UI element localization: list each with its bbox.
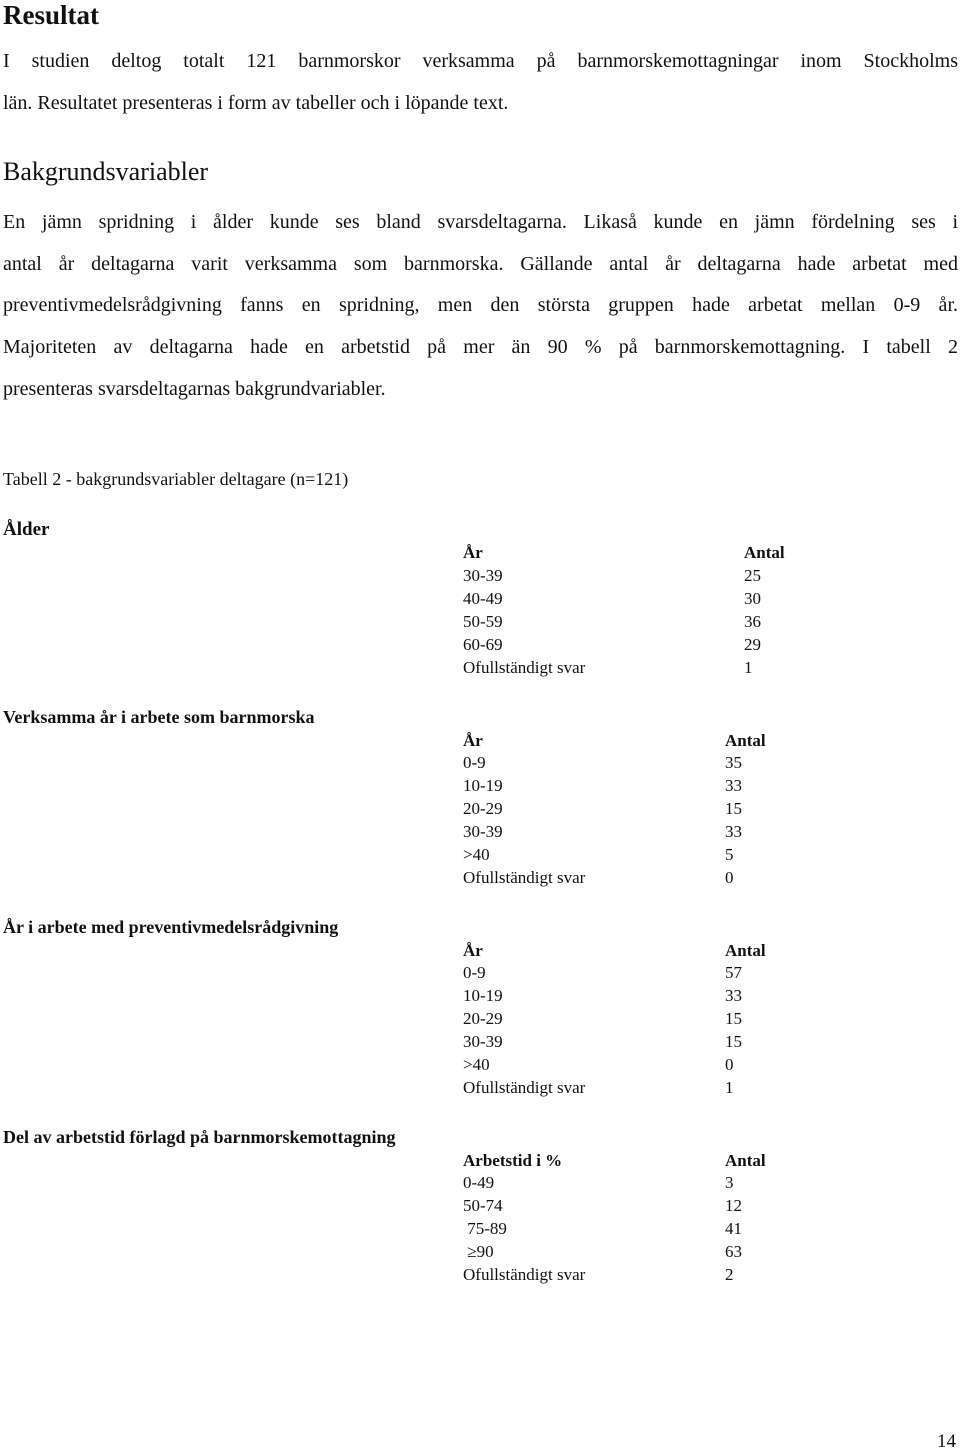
section-title-worktime: Del av arbetstid förlagd på barnmorskemottagning	[3, 1127, 396, 1147]
row-value: 12	[725, 1196, 742, 1215]
body-line-1: En jämn spridning i ålder kunde ses bland svarsdeltagarna. Likaså kunde en jämn fördelning ses i	[3, 211, 958, 233]
body-line-5: presenteras svarsdeltagarnas bakgrundvariabler.	[3, 378, 386, 400]
row-value: 5	[725, 845, 734, 864]
body-line-4: Majoriteten av deltagarna hade en arbetstid på mer än 90 % på barnmorskemottagning. I tabell 2	[3, 336, 958, 358]
row-value: 0	[725, 1055, 734, 1074]
row-value: 36	[744, 612, 761, 631]
col-header-count: Antal	[725, 941, 766, 960]
row-label: 50-59	[463, 612, 503, 631]
row-value: 1	[744, 658, 753, 677]
row-label: Ofullständigt svar	[463, 1078, 586, 1097]
row-label: >40	[463, 845, 490, 864]
row-label: 0-9	[463, 753, 486, 772]
row-value: 33	[725, 822, 742, 841]
section-heading: Bakgrundsvariabler	[3, 157, 209, 186]
row-value: 33	[725, 776, 742, 795]
row-value: 3	[725, 1173, 734, 1192]
row-value: 63	[725, 1242, 742, 1261]
body-line-3: preventivmedelsrådgivning fanns en spridning, men den största gruppen hade arbetat mellan 0-9 år.	[3, 294, 958, 316]
col-header-count: Antal	[725, 731, 766, 750]
row-label: 30-39	[463, 566, 503, 585]
row-label: 30-39	[463, 1032, 503, 1051]
row-value: 25	[744, 566, 761, 585]
row-value: 30	[744, 589, 761, 608]
row-label: 60-69	[463, 635, 503, 654]
col-header-year: År	[463, 941, 483, 960]
row-value: 15	[725, 1032, 742, 1051]
row-label: 10-19	[463, 776, 503, 795]
row-label: >40	[463, 1055, 490, 1074]
row-value: 57	[725, 963, 742, 982]
row-label: 40-49	[463, 589, 503, 608]
row-label: 10-19	[463, 986, 503, 1005]
row-label: 0-49	[463, 1173, 495, 1192]
col-header-count: Antal	[744, 543, 785, 562]
table-caption: Tabell 2 - bakgrundsvariabler deltagare (n=121)	[3, 469, 349, 489]
row-label: Ofullständigt svar	[463, 868, 586, 887]
row-label: ≥90	[463, 1242, 494, 1261]
row-value: 2	[725, 1265, 734, 1284]
row-value: 0	[725, 868, 734, 887]
row-value: 41	[725, 1219, 742, 1238]
page-heading: Resultat	[3, 0, 99, 30]
row-label: 50-74	[463, 1196, 503, 1215]
col-header-count: Antal	[725, 1151, 766, 1170]
row-label: 0-9	[463, 963, 486, 982]
row-value: 15	[725, 1009, 742, 1028]
row-label: Ofullständigt svar	[463, 1265, 586, 1284]
section-title-years-contraception: År i arbete med preventivmedelsrådgivning	[3, 917, 339, 937]
section-title-age: Ålder	[3, 519, 50, 540]
section-title-years-midwife: Verksamma år i arbete som barnmorska	[3, 707, 315, 727]
col-header-year: År	[463, 731, 483, 750]
row-label: 20-29	[463, 799, 503, 818]
row-value: 33	[725, 986, 742, 1005]
col-header-year: År	[463, 543, 483, 562]
col-header-worktime: Arbetstid i %	[463, 1151, 563, 1170]
page-number: 14	[937, 1431, 956, 1452]
row-label: 75-89	[463, 1219, 507, 1238]
row-label: Ofullständigt svar	[463, 658, 586, 677]
row-value: 15	[725, 799, 742, 818]
row-value: 1	[725, 1078, 734, 1097]
row-label: 20-29	[463, 1009, 503, 1028]
intro-line-2: län. Resultatet presenteras i form av tabeller och i löpande text.	[3, 92, 509, 114]
body-line-2: antal år deltagarna varit verksamma som barnmorska. Gällande antal år deltagarna hade arbetat med	[3, 253, 958, 275]
row-value: 29	[744, 635, 761, 654]
row-label: 30-39	[463, 822, 503, 841]
intro-line-1: I studien deltog totalt 121 barnmorskor verksamma på barnmorskemottagningar inom Stockholms	[3, 50, 958, 72]
row-value: 35	[725, 753, 742, 772]
